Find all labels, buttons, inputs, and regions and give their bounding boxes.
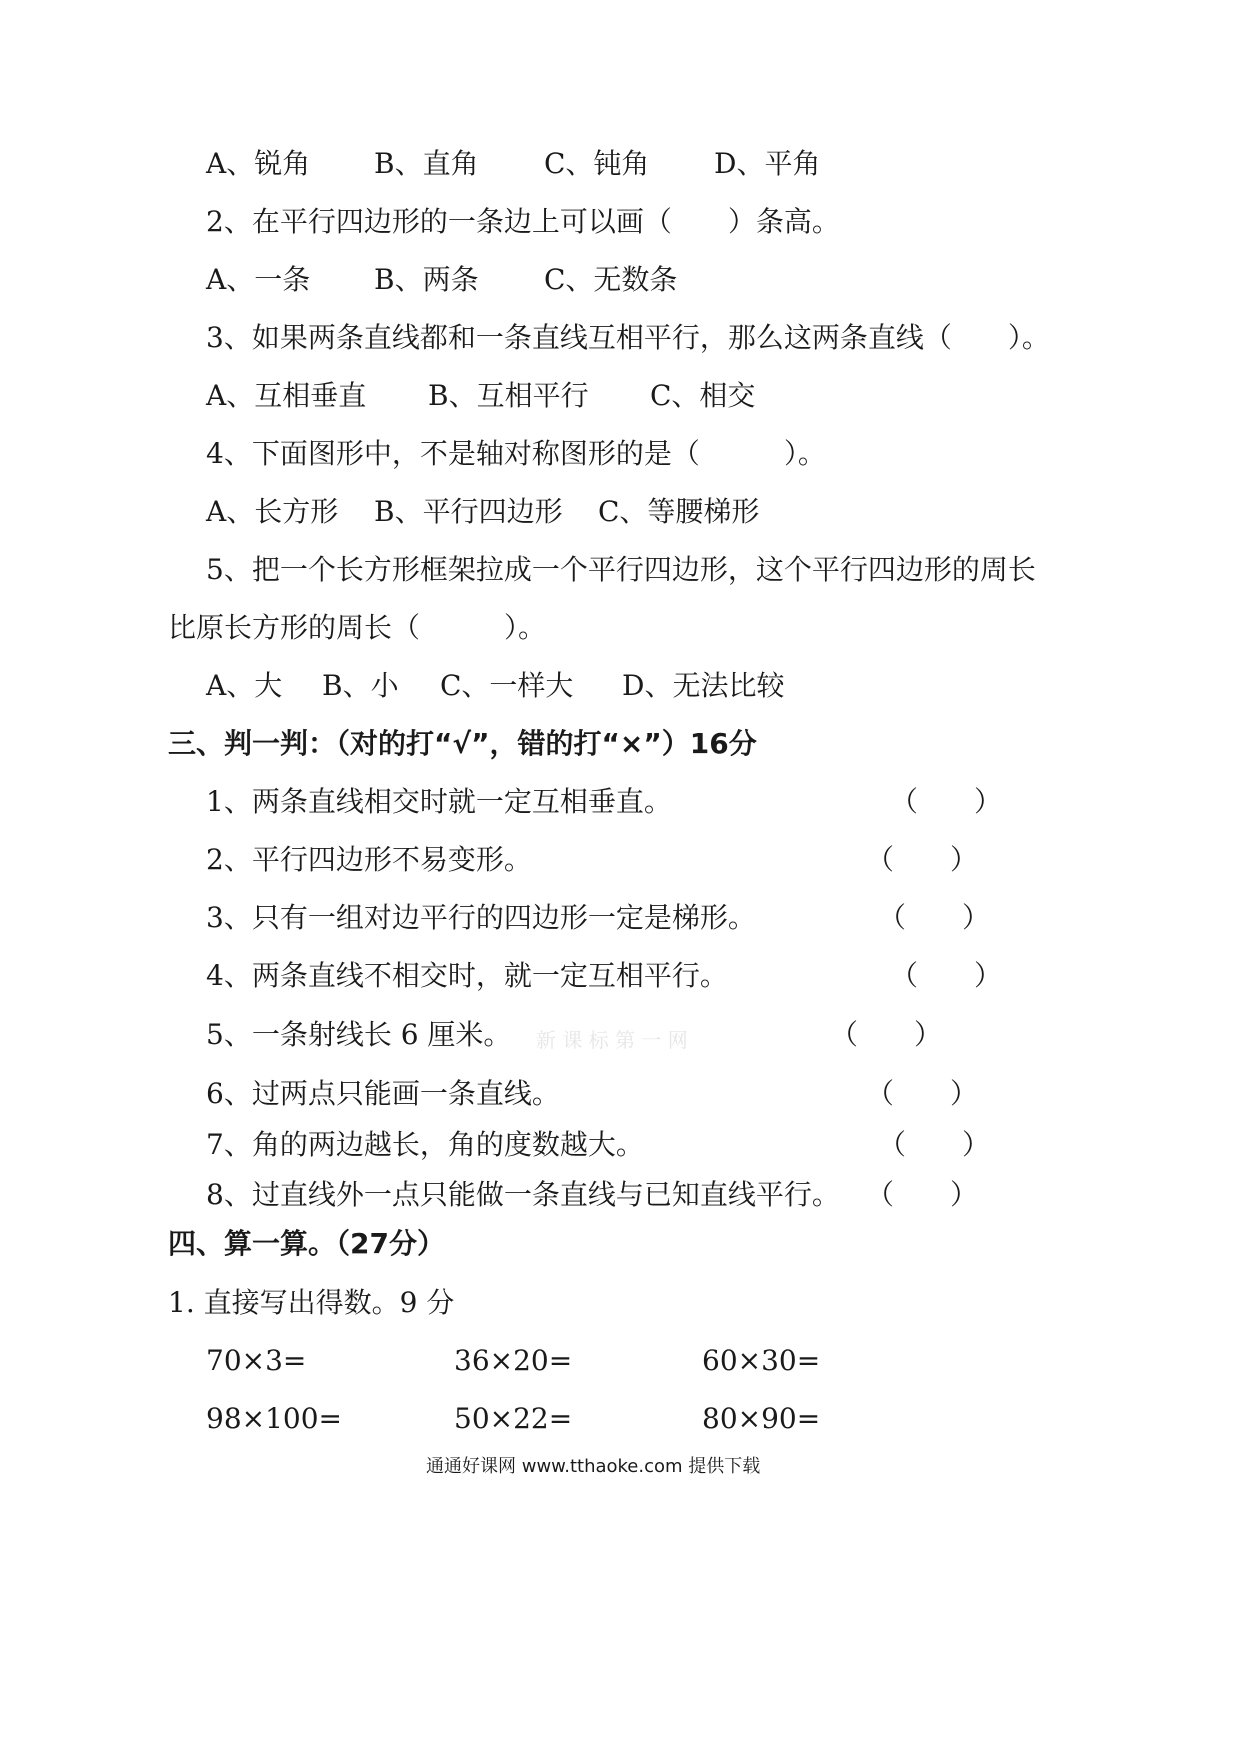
q1-option-b: B、直角	[374, 147, 479, 180]
judge-answer-5[interactable]: （ ）	[830, 1018, 943, 1051]
watermark: 新 课 标 第 一 网	[536, 1028, 688, 1052]
judge-answer-6[interactable]: （ ）	[866, 1077, 979, 1110]
calc-item: 70×3=	[206, 1344, 307, 1377]
judge-item-3: 3、只有一组对边平行的四边形一定是梯形。	[206, 901, 756, 934]
calc-item: 60×30=	[702, 1344, 821, 1377]
q4-text: 4、下面图形中，不是轴对称图形的是（ ）。	[206, 437, 826, 470]
judge-item-7: 7、角的两边越长，角的度数越大。	[206, 1128, 644, 1161]
q5-option-d: D、无法比较	[622, 669, 785, 702]
q5-option-c: C、一样大	[440, 669, 574, 702]
judge-item-8: 8、过直线外一点只能做一条直线与已知直线平行。	[206, 1178, 840, 1211]
q4-option-b: B、平行四边形	[374, 495, 563, 528]
q2-option-c: C、无数条	[544, 263, 678, 296]
q3-text: 3、如果两条直线都和一条直线互相平行，那么这两条直线（ ）。	[206, 321, 1050, 354]
q1-option-d: D、平角	[714, 147, 821, 180]
q2-text: 2、在平行四边形的一条边上可以画（ ）条高。	[206, 205, 840, 238]
calc-item: 80×90=	[702, 1402, 821, 1435]
calc-item: 36×20=	[454, 1344, 573, 1377]
q1-option-c: C、钝角	[544, 147, 650, 180]
calc-item: 50×22=	[454, 1402, 573, 1435]
judge-item-5: 5、一条射线长 6 厘米。	[206, 1018, 512, 1051]
q3-option-c: C、相交	[650, 379, 756, 412]
q2-option-a: A、一条	[206, 263, 311, 296]
page-footer: 通通好课网 www.tthaoke.com 提供下载	[426, 1456, 761, 1477]
judge-answer-7[interactable]: （ ）	[878, 1128, 991, 1161]
section4-sub1: 1. 直接写出得数。9 分	[168, 1286, 455, 1319]
q1-option-a: A、锐角	[206, 147, 311, 180]
judge-item-2: 2、平行四边形不易变形。	[206, 843, 532, 876]
judge-answer-4[interactable]: （ ）	[890, 959, 1003, 992]
q4-option-a: A、长方形	[206, 495, 339, 528]
q4-option-c: C、等腰梯形	[598, 495, 760, 528]
judge-answer-2[interactable]: （ ）	[866, 843, 979, 876]
judge-item-6: 6、过两点只能画一条直线。	[206, 1077, 560, 1110]
q5-option-a: A、大	[206, 669, 283, 702]
judge-item-4: 4、两条直线不相交时，就一定互相平行。	[206, 959, 728, 992]
q5-option-b: B、小	[322, 669, 399, 702]
judge-answer-8[interactable]: （ ）	[866, 1178, 979, 1211]
q3-option-b: B、互相平行	[428, 379, 589, 412]
q2-option-b: B、两条	[374, 263, 479, 296]
calc-item: 98×100=	[206, 1402, 342, 1435]
q5-text-line2: 比原长方形的周长（ ）。	[168, 611, 547, 644]
judge-answer-1[interactable]: （ ）	[890, 785, 1003, 818]
section4-title: 四、算一算。（27分）	[168, 1227, 445, 1260]
judge-item-1: 1、两条直线相交时就一定互相垂直。	[206, 785, 672, 818]
section3-title: 三、判一判：（对的打“√”，错的打“×”）16分	[168, 727, 757, 760]
q3-option-a: A、互相垂直	[206, 379, 367, 412]
q5-text-line1: 5、把一个长方形框架拉成一个平行四边形，这个平行四边形的周长	[206, 553, 1036, 586]
judge-answer-3[interactable]: （ ）	[878, 901, 991, 934]
